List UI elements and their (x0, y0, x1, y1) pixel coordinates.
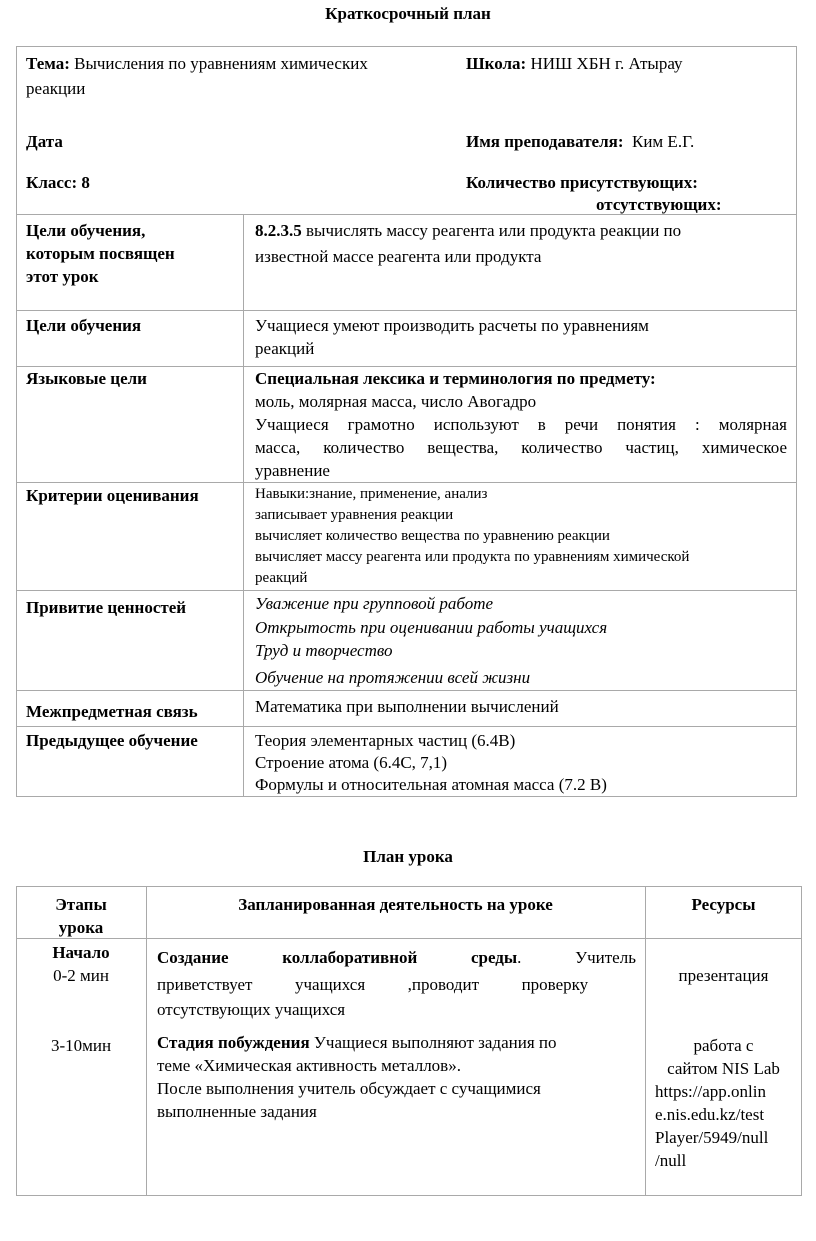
stage2-bold: Стадия побуждения (157, 1033, 310, 1052)
criteria-item: записывает уравнения реакции (255, 507, 454, 523)
topic-value-continued: реакции (26, 79, 86, 98)
learning-label: Цели обучения (26, 316, 142, 335)
col-stage-header-line2: урока (58, 918, 104, 937)
row-divider (16, 590, 797, 591)
learning-text-line2: реакций (255, 339, 315, 358)
stage1-bold: Создание (157, 948, 229, 967)
prev-label: Предыдущее обучение (26, 731, 198, 750)
class-label: Класс: 8 (26, 173, 90, 192)
stage2-time: 3-10мин (50, 1036, 112, 1055)
lang-line2: Учащиеся грамотно используют в речи понятия : молярная (255, 415, 787, 434)
stage2-resource: работа с (693, 1036, 754, 1055)
page-title: Краткосрочный план (325, 4, 491, 23)
cross-label: Межпредметная связь (26, 702, 198, 721)
criteria-item: вычисляет массу реагента или продукта по уравнениям химической (255, 549, 690, 565)
row-divider (16, 690, 797, 691)
school-label: Школа: (466, 54, 527, 73)
row-divider (16, 482, 797, 483)
col-activity-header: Запланированная деятельность на уроке (238, 895, 553, 914)
teacher-value: Ким Е.Г. (631, 132, 695, 151)
goals-text-line1: вычислять массу реагента или продукта реакции по (301, 221, 682, 240)
goals-label: Цели обучения, (26, 221, 146, 240)
values-item: Обучение на протяжении всей жизни (255, 668, 531, 687)
stage2-resource-link: e.nis.edu.kz/test (655, 1105, 765, 1124)
goals-code: 8.2.3.5 (255, 221, 302, 240)
values-label: Привитие ценностей (26, 598, 187, 617)
goals-text-line2: известной массе реагента или продукта (255, 247, 542, 266)
stage1-word: коллаборативной (282, 948, 418, 967)
stage1-activity-line1 (157, 946, 636, 969)
stage2-activity-line1 (157, 1031, 557, 1054)
stage1-time: 0-2 мин (53, 966, 109, 985)
school-value: НИШ ХБН г. Атырау (530, 54, 683, 73)
row-divider (16, 310, 797, 311)
stage2-resource-link: https://app.onlin (655, 1082, 766, 1101)
lang-line1: моль, молярная масса, число Авогадро (255, 392, 537, 411)
prev-item: Формулы и относительная атомная масса (7.2 В) (255, 775, 607, 794)
values-item: Уважение при групповой работе (255, 594, 494, 613)
goals-text (255, 219, 681, 242)
stage2-resource-link: Player/5949/null (655, 1128, 769, 1147)
goals-label-line2: которым посвящен (26, 244, 175, 263)
topic-value: Вычисления по уравнениям химических (74, 54, 368, 73)
col-stage-header: Этапы (55, 895, 107, 914)
column-divider (146, 886, 147, 1196)
stage2-text: Учащиеся выполняют задания по (309, 1033, 557, 1052)
plan-title: План урока (363, 847, 453, 866)
col-resources-header: Ресурсы (691, 895, 756, 914)
row-divider (16, 726, 797, 727)
prev-item: Теория элементарных частиц (6.4В) (255, 731, 516, 750)
stage2-resource: сайтом NIS Lab (667, 1059, 780, 1078)
teacher-label: Имя преподавателя: (466, 132, 624, 151)
topic-label: Тема: (26, 54, 70, 73)
cross-text: Математика при выполнении вычислений (255, 697, 559, 716)
stage1-period: . (517, 948, 522, 967)
learning-text-line1: Учащиеся умеют производить расчеты по уравнениям (255, 316, 649, 335)
stage1-word: среды (470, 948, 518, 967)
teacher-field (466, 130, 694, 153)
school-field (466, 52, 683, 75)
lang-heading: Специальная лексика и терминология по предмету: (255, 369, 656, 388)
lang-label: Языковые цели (26, 369, 147, 388)
lang-line4: уравнение (255, 461, 330, 480)
stage1-word: Учитель (575, 948, 636, 967)
criteria-item: Навыки:знание, применение, анализ (255, 486, 488, 502)
stage2-activity-line4: выполненные задания (157, 1102, 317, 1121)
date-label: Дата (26, 132, 63, 151)
criteria-label: Критерии оценивания (26, 486, 199, 505)
absent-label: отсутствующих: (596, 195, 722, 214)
stage2-activity-line3: После выполнения учитель обсуждает с сучащимися (157, 1079, 541, 1098)
topic-field (26, 52, 368, 75)
criteria-item: вычисляет количество вещества по уравнению реакции (255, 528, 610, 544)
goals-label-line3: этот урок (26, 267, 99, 286)
stage1-resource: презентация (678, 966, 769, 985)
stage1-activity-line3: отсутствующих учащихся (157, 1000, 346, 1019)
stage1-env (471, 946, 521, 969)
stage1-activity-line2: приветствует учащихся ,проводит проверку (157, 975, 589, 994)
lang-line3: масса, количество вещества, количество частиц, химическое (255, 438, 787, 457)
stage2-resource-link: /null (655, 1151, 687, 1170)
present-label: Количество присутствующих: (466, 173, 698, 192)
column-divider (243, 214, 244, 797)
values-item: Открытость при оценивании работы учащихся (255, 618, 608, 637)
stage1-name: Начало (52, 943, 110, 962)
prev-item: Строение атома (6.4С, 7,1) (255, 753, 448, 772)
values-item: Труд и творчество (255, 641, 393, 660)
criteria-item: реакций (255, 570, 308, 586)
stage2-activity-line2: теме «Химическая активность металлов». (157, 1056, 461, 1075)
